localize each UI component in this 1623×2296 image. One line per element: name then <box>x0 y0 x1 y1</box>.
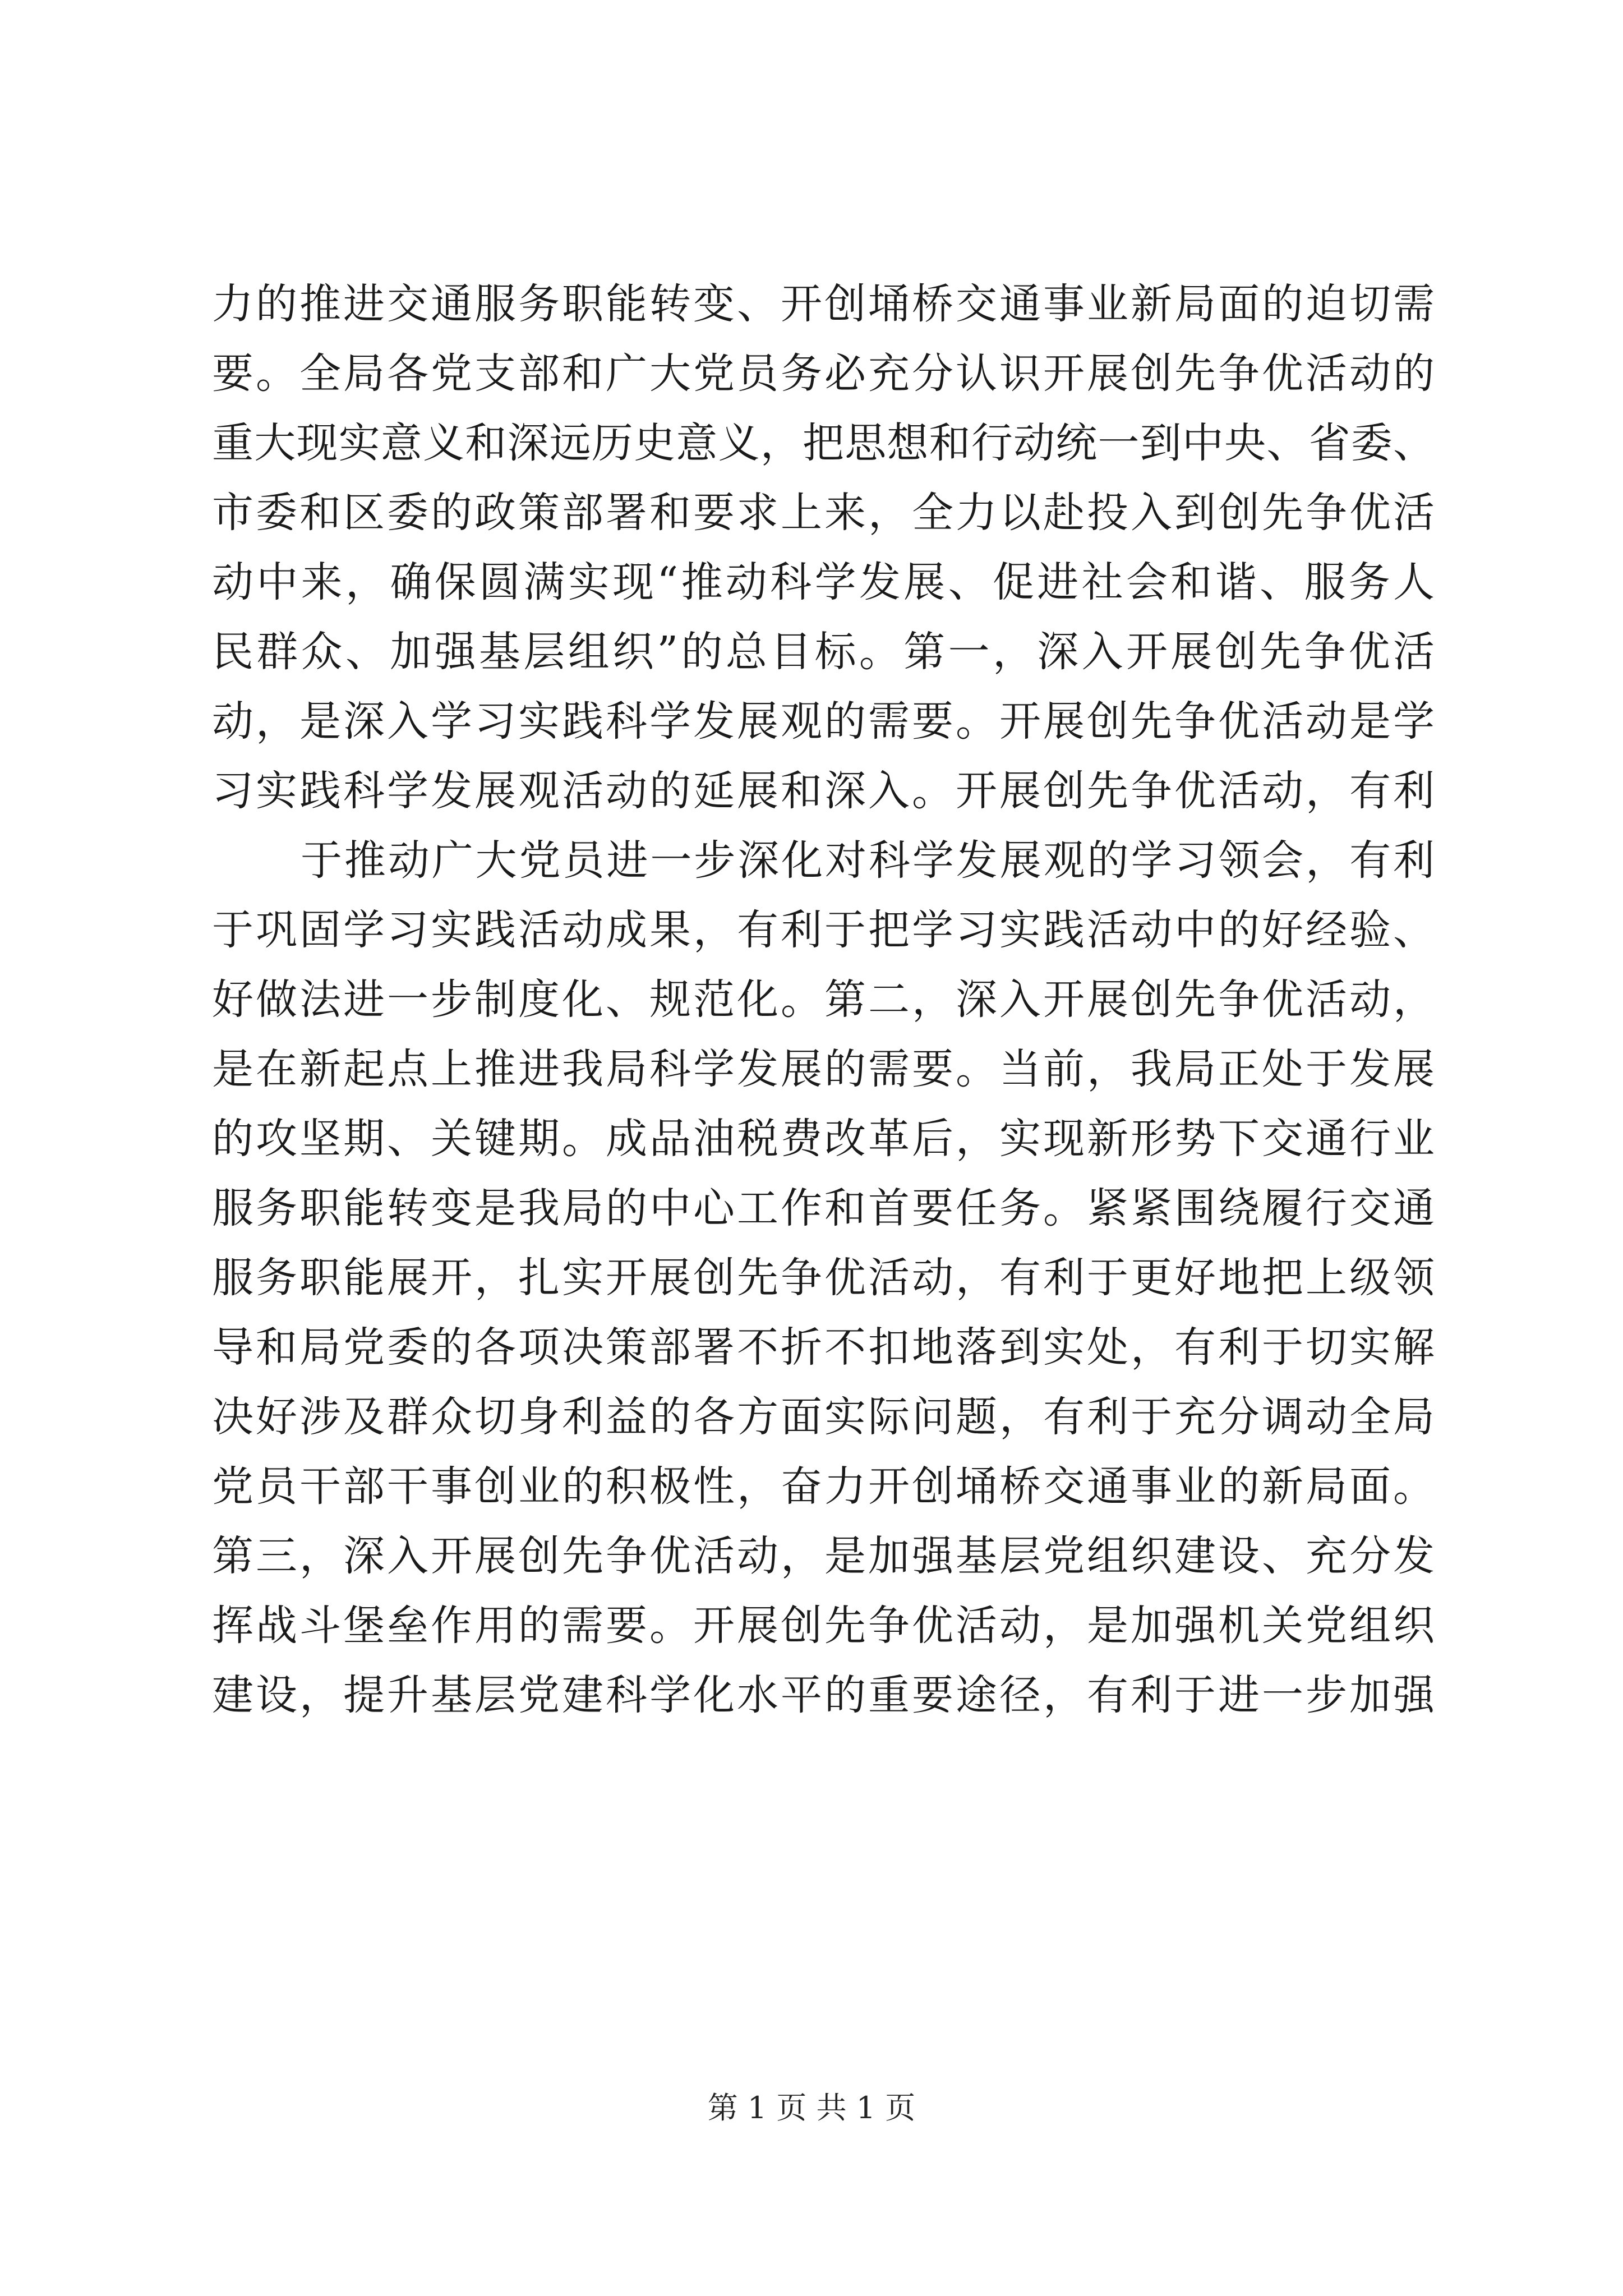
text-line: 服务职能转变是我局的中心工作和首要任务。紧紧围绕履行交通 <box>212 1184 1435 1232</box>
text-line: 动中来，确保圆满实现“推动科学发展、促进社会和谐、服务人 <box>212 558 1435 606</box>
text-line: 是在新起点上推进我局科学发展的需要。当前，我局正处于发展 <box>212 1045 1435 1093</box>
text-line: 重大现实意义和深远历史意义，把思想和行动统一到中央、省委、 <box>212 419 1435 467</box>
text-line: 的攻坚期、关键期。成品油税费改革后，实现新形势下交通行业 <box>212 1115 1435 1163</box>
paragraph-2 <box>212 826 1435 1730</box>
paragraph-1 <box>212 269 1435 826</box>
text-line: 挥战斗堡垒作用的需要。开展创先争优活动，是加强机关党组织 <box>212 1602 1435 1650</box>
text-line: 民群众、加强基层组织”的总目标。第一，深入开展创先争优活 <box>212 628 1435 676</box>
body-text <box>212 269 1435 1730</box>
text-line: 力的推进交通服务职能转变、开创埇桥交通事业新局面的迫切需 <box>212 280 1435 328</box>
text-line: 好做法进一步制度化、规范化。第二，深入开展创先争优活动， <box>212 976 1435 1024</box>
text-line: 建设，提升基层党建科学化水平的重要途径，有利于进一步加强 <box>212 1671 1435 1719</box>
text-line: 导和局党委的各项决策部署不折不扣地落到实处，有利于切实解 <box>212 1323 1435 1372</box>
text-line: 市委和区委的政策部署和要求上来，全力以赴投入到创先争优活 <box>212 489 1435 537</box>
text-line: 党员干部干事创业的积极性，奋力开创埇桥交通事业的新局面。 <box>212 1462 1435 1511</box>
text-line: 于巩固学习实践活动成果，有利于把学习实践活动中的好经验、 <box>212 906 1435 954</box>
text-line: 第三，深入开展创先争优活动，是加强基层党组织建设、充分发 <box>212 1532 1435 1580</box>
text-line: 决好涉及群众切身利益的各方面实际问题，有利于充分调动全局 <box>212 1393 1435 1441</box>
text-line: 要。全局各党支部和广大党员务必充分认识开展创先争优活动的 <box>212 349 1435 398</box>
text-line: 服务职能展开，扎实开展创先争优活动，有利于更好地把上级领 <box>212 1254 1435 1302</box>
text-line: 动，是深入学习实践科学发展观的需要。开展创先争优活动是学 <box>212 697 1435 746</box>
text-line: 习实践科学发展观活动的延展和深入。开展创先争优活动，有利 <box>212 767 1435 815</box>
page-number-footer: 第 1 页 共 1 页 <box>707 2090 916 2125</box>
text-line: 于推动广大党员进一步深化对科学发展观的学习领会，有利 <box>301 836 1435 885</box>
